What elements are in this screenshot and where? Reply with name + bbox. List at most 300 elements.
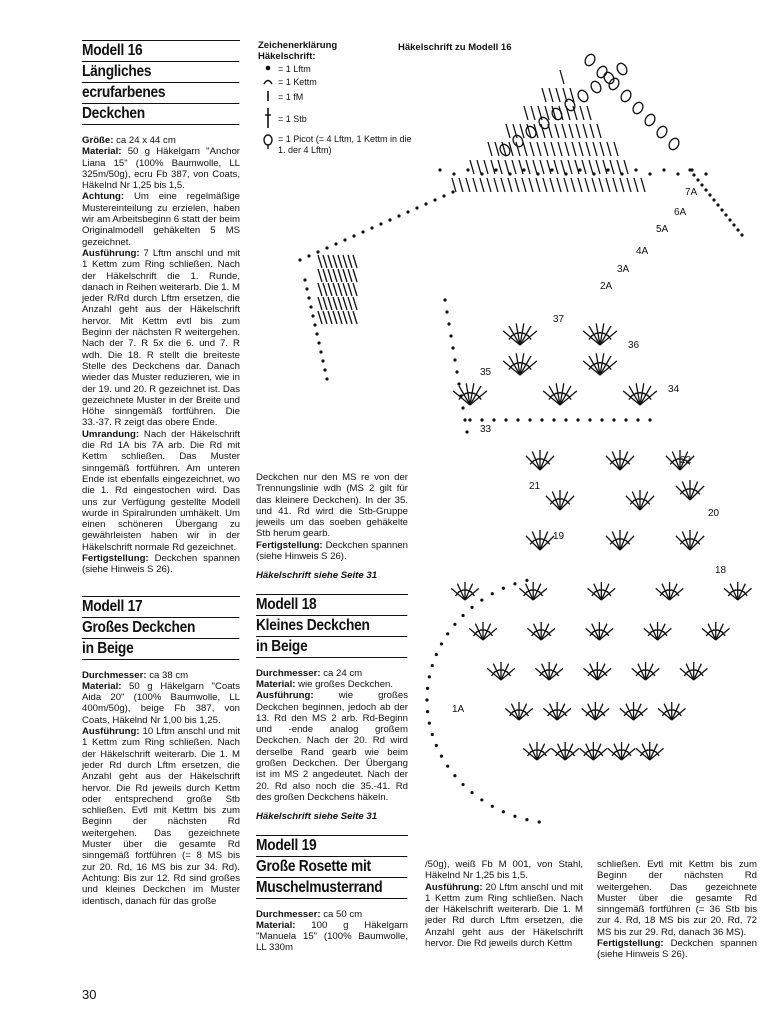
stitch-stroke bbox=[569, 124, 573, 138]
stitch-crossbar bbox=[639, 670, 644, 673]
stitch-crossbar bbox=[607, 591, 611, 596]
fan-stitch bbox=[483, 628, 497, 640]
chain-dot bbox=[592, 172, 595, 175]
chain-dot bbox=[508, 172, 511, 175]
fan-stitch bbox=[560, 386, 571, 405]
stitch-crossbar bbox=[540, 671, 544, 676]
fan-stitch bbox=[537, 744, 545, 760]
chain-dot bbox=[465, 430, 468, 433]
fan-stitch bbox=[451, 588, 465, 600]
stitch-stroke bbox=[323, 311, 327, 324]
fan-stitch bbox=[540, 532, 548, 550]
value: wie großes Deckchen beginnen, jedoch ab der 13. Rd den MS 2 arb. Rd-Beginn und -ende analog großem Deckchen. Nach der 20. Rd wird derselbe Rand gearb wie beim großen Deckchen. Der Übergang ist im MS 2 angedeutet. Nach der 20. Rd also noch die 35.-41. Rd des großen Deckchens häkeln. bbox=[256, 690, 408, 803]
fan-stitch bbox=[620, 532, 628, 550]
fan-stitch bbox=[600, 323, 604, 345]
fan-stitch bbox=[457, 584, 465, 600]
fan-stitch bbox=[601, 588, 615, 600]
stitch-crossbar bbox=[599, 670, 604, 673]
chain-dot bbox=[431, 733, 434, 736]
stitch-crossbar bbox=[549, 395, 553, 400]
page-reference: Häkelschrift siehe Seite 31 bbox=[256, 811, 378, 823]
stitch-crossbar bbox=[530, 750, 535, 753]
label: Fertigstellung: bbox=[597, 938, 664, 950]
stitch-crossbar bbox=[629, 395, 633, 400]
fan-stitch bbox=[640, 391, 657, 405]
value: Nach der Häkelschrift die Rd 1A bis 7A arb. Die Rd mit Kettm schließen. Das Muster sinngemäß fortführen. Am unteren Ende ist ebenfalls eingezeichnet, wo die 1. Rd eingestochen wird. Das uns zur Verfügung gestellte Modell wurde in Spiralrunden umhäkelt. Um einen schöneren Übergang zu gewährleisten haben wir in der Häkelschrift normale Rd gezeichnet. bbox=[82, 428, 240, 553]
stitch-stroke bbox=[530, 142, 534, 156]
stitch-stroke bbox=[516, 142, 520, 156]
label: Durchmesser: bbox=[256, 667, 321, 679]
stitch-stroke bbox=[548, 124, 552, 138]
stitch-crossbar bbox=[567, 395, 571, 400]
stitch-crossbar bbox=[538, 750, 543, 753]
fan-stitch bbox=[588, 588, 602, 600]
chain-dot bbox=[317, 341, 320, 344]
fan-stitch bbox=[634, 704, 642, 720]
fan-stitch bbox=[453, 391, 470, 405]
chain-dot bbox=[491, 805, 494, 808]
stitch-stroke bbox=[545, 106, 549, 120]
column-middle bbox=[256, 472, 408, 954]
stitch-crossbar bbox=[591, 363, 596, 366]
stitch-stroke bbox=[505, 160, 509, 174]
fan-stitch bbox=[583, 361, 600, 375]
chain-dot bbox=[442, 194, 445, 197]
chain-dot bbox=[480, 172, 483, 175]
fan-stitch bbox=[690, 536, 704, 550]
chain-dot bbox=[309, 305, 312, 308]
stitch-crossbar bbox=[546, 460, 550, 464]
stitch-stroke bbox=[338, 311, 342, 324]
stitch-stroke bbox=[575, 160, 579, 174]
chain-dot bbox=[704, 172, 707, 175]
stitch-crossbar bbox=[739, 590, 744, 593]
stitch-stroke bbox=[318, 255, 322, 268]
fan-stitch bbox=[589, 326, 600, 345]
fan-stitch bbox=[738, 584, 746, 600]
fan-stitch bbox=[470, 391, 487, 405]
dot-icon bbox=[258, 64, 278, 75]
value: Deckchen nur den MS re von der Trennungslinie wdh (MS 2 gilt für das kleinere Deckchen). In der 35. und 41. Rd wird die Stb-Gruppe jeweils um das soeben gehäkelte Stb herum gearb. bbox=[256, 472, 408, 540]
stitch-crossbar bbox=[683, 539, 689, 541]
fan-stitch bbox=[516, 353, 520, 375]
stitch-crossbar bbox=[515, 363, 521, 364]
fan-stitch bbox=[620, 456, 634, 470]
stitch-stroke bbox=[343, 297, 347, 310]
label: Ausführung: bbox=[256, 690, 314, 702]
fan-stitch bbox=[586, 628, 600, 640]
fan-stitch bbox=[560, 496, 574, 510]
stitch-crossbar bbox=[643, 750, 648, 753]
fan-stitch bbox=[593, 744, 601, 760]
stitch-stroke bbox=[522, 178, 526, 192]
modell16-body bbox=[82, 135, 240, 576]
stitch-stroke bbox=[614, 142, 618, 156]
picot-mark bbox=[550, 107, 564, 122]
stitch-stroke bbox=[554, 160, 558, 174]
stitch-stroke bbox=[333, 283, 337, 296]
chain-dot bbox=[740, 233, 743, 236]
stitch-crossbar bbox=[597, 710, 602, 713]
value: 20 Lftm anschl und mit 1 Kettm zum Ring schließen. Nach der Häkelschrift weiterarb. Die 1. M jeder Rd durch Lftm ersetzen, die Anzahl geht aus der Häkelschrift hervor. Die Rd jeweils durch Kettm bbox=[425, 881, 583, 950]
fan-stitch bbox=[596, 353, 600, 375]
stitch-crossbar bbox=[721, 631, 725, 636]
stitch-crossbar bbox=[547, 631, 551, 636]
stitch-crossbar bbox=[651, 630, 656, 633]
value: 7 Lftm anschl und mit 1 Kettm zum Ring schließen. Nach der Häkelschrift die 1. Runde, danach in Reihen weiterarb. Die 1. M jeder R/Rd durch Lftm ersetzen, die Anzahl geht aus der Häkelschrift hervor. Mit Kettm evtl bis zum Beginn der nächsten R weitergehen. Nach der 7. R 5x die 6. und 7. R wdh. Die 18. R stellt die breiteste Stelle des Deckchens dar. Danach wieder das Muster reduzieren, wie in der 19. und 20. R gezeichnet ist. Das gezeichnete Muster in der Breite und Höhe sinngemäß fortführen. Die 33.-37. R zeigt das obere Ende. bbox=[82, 247, 240, 429]
stitch-stroke bbox=[578, 178, 582, 192]
stitch-crossbar bbox=[586, 711, 590, 716]
fan-stitch bbox=[466, 383, 470, 405]
chart-row-number: 4A bbox=[636, 246, 649, 257]
fan-stitch bbox=[676, 536, 690, 550]
fan-stitch bbox=[670, 588, 684, 600]
chain-dot bbox=[452, 172, 455, 175]
chain-dot bbox=[311, 314, 314, 317]
label: Fertigstellung: bbox=[256, 539, 323, 551]
stitch-crossbar bbox=[459, 395, 463, 400]
stitch-stroke bbox=[519, 160, 523, 174]
stitch-stroke bbox=[555, 124, 559, 138]
fan-stitch bbox=[509, 356, 520, 375]
fan-stitch bbox=[642, 744, 650, 760]
stitch-stroke bbox=[565, 142, 569, 156]
stitch-crossbar bbox=[655, 751, 659, 756]
chain-dot bbox=[634, 168, 637, 171]
picot-mark bbox=[631, 101, 645, 116]
value: 10 Lftm anschl und mit 1 Kettm zum Ring schließen. Nach der Häkelschrift weiterarb. Die 1. M jeder Rd durch Lftm ersetzen, die Anzahl geht aus der Häkelschrift hervor. Die Rd jeweils durch Kettm oder entsprechend große Stb schließen. Evtl mit Kettm bis zum Beginn der nächsten Rd weitergehen. Das gezeichnete Muster über die gesamte Rd sinngemäß fortführen (= 8 MS bis zur 20. Rd, 16 MS bis zur 34. Rd). Achtung: Bis zur 12. Rd sind großes und kleines Deckchen im Muster identisch, danach für das große bbox=[82, 726, 240, 907]
fan-stitch bbox=[600, 356, 611, 375]
column-right-b bbox=[597, 859, 757, 961]
stitch-crossbar bbox=[699, 671, 703, 676]
picot-icon bbox=[258, 134, 278, 153]
picot-mark bbox=[563, 98, 577, 113]
stitch-stroke bbox=[551, 142, 555, 156]
stitch-crossbar bbox=[595, 750, 600, 753]
fan-stitch bbox=[503, 361, 520, 375]
chart-row-number: 37 bbox=[553, 314, 565, 325]
fan-stitch bbox=[526, 456, 540, 470]
stitch-crossbar bbox=[541, 539, 547, 541]
chain-dot bbox=[440, 642, 443, 645]
chain-dot bbox=[688, 168, 691, 171]
stitch-crossbar bbox=[559, 393, 565, 394]
stitch-crossbar bbox=[680, 540, 684, 544]
stitch-crossbar bbox=[533, 459, 539, 461]
stitch-crossbar bbox=[595, 363, 601, 364]
chain-dot bbox=[449, 334, 452, 337]
chain-dot bbox=[502, 587, 505, 590]
stitch-crossbar bbox=[592, 630, 597, 633]
stitch-stroke bbox=[523, 142, 527, 156]
chain-dot bbox=[504, 418, 507, 421]
stitch-crossbar bbox=[728, 591, 732, 596]
stitch-stroke bbox=[560, 70, 564, 84]
stitch-crossbar bbox=[523, 363, 528, 366]
stitch-crossbar bbox=[502, 670, 507, 673]
stitch-stroke bbox=[338, 269, 342, 282]
chain-dot bbox=[443, 298, 446, 301]
stitch-stroke bbox=[620, 178, 624, 192]
chain-dot bbox=[453, 774, 456, 777]
stitch-stroke bbox=[338, 297, 342, 310]
stitch-crossbar bbox=[670, 460, 674, 464]
stitch-stroke bbox=[515, 178, 519, 192]
label: Material: bbox=[82, 146, 122, 158]
legend-label: = 1 Stb bbox=[278, 114, 307, 124]
title-line: Muschelmusterrand bbox=[256, 878, 408, 899]
value: 100 g Häkelgarn "Manuela 15" (100% Baumwolle, LL 330m bbox=[256, 919, 408, 954]
chain-dot bbox=[424, 202, 427, 205]
legend-item bbox=[258, 90, 418, 105]
stitch-crossbar bbox=[673, 459, 679, 461]
fan-stitch bbox=[519, 704, 527, 720]
stitch-crossbar bbox=[532, 631, 536, 636]
fan-stitch bbox=[636, 383, 640, 405]
stitch-crossbar bbox=[677, 711, 681, 716]
stitch-stroke bbox=[538, 106, 542, 120]
chain-dot bbox=[513, 582, 516, 585]
title-line: ecrufarbenes bbox=[82, 83, 240, 104]
label: Durchmesser: bbox=[82, 669, 147, 681]
fan-stitch bbox=[549, 386, 560, 405]
chain-dot bbox=[502, 810, 505, 813]
stitch-stroke bbox=[558, 142, 562, 156]
diagram-labels bbox=[452, 187, 727, 715]
stitch-crossbar bbox=[623, 750, 628, 753]
stitch-crossbar bbox=[691, 489, 697, 491]
fan-stitch bbox=[612, 452, 620, 470]
stitch-crossbar bbox=[590, 670, 595, 673]
stitch-crossbar bbox=[519, 363, 525, 364]
stitch-stroke bbox=[323, 269, 327, 282]
stitch-crossbar bbox=[591, 333, 596, 336]
fan-stitch bbox=[620, 536, 634, 550]
chain-dot bbox=[426, 710, 429, 713]
fan-stitch bbox=[620, 708, 634, 720]
stitch-crossbar bbox=[523, 333, 528, 336]
stitch-crossbar bbox=[636, 671, 640, 676]
fan-stitch bbox=[656, 588, 670, 600]
stitch-stroke bbox=[607, 142, 611, 156]
fan-stitch bbox=[557, 708, 571, 720]
stitch-stroke bbox=[333, 311, 337, 324]
stitch-stroke bbox=[480, 178, 484, 192]
value: 50 g Häkelgarn "Anchor Liana 15" (100% Baumwolle, LL 325m/50g), ecru Fb 387, von Coats, Häkelnd Nr 1,25 bis 1,5. bbox=[82, 146, 240, 192]
fan-stitch bbox=[549, 668, 563, 680]
stitch-crossbar bbox=[599, 333, 605, 334]
stitch-crossbar bbox=[671, 590, 676, 593]
chart-row-number: 18 bbox=[715, 565, 727, 576]
stitch-stroke bbox=[573, 106, 577, 120]
stitch-crossbar bbox=[610, 460, 614, 464]
stitch-crossbar bbox=[709, 630, 714, 633]
chain-dot bbox=[600, 418, 603, 421]
stitch-crossbar bbox=[566, 500, 570, 504]
fan-stitch bbox=[690, 486, 704, 500]
fan-stitch bbox=[520, 323, 524, 345]
stitch-stroke bbox=[508, 178, 512, 192]
stitch-crossbar bbox=[605, 631, 609, 636]
value: ca 24 x 44 cm bbox=[116, 135, 176, 146]
stitch-stroke bbox=[583, 124, 587, 138]
picot-mark bbox=[589, 80, 603, 95]
stitch-crossbar bbox=[588, 710, 593, 713]
chain-dot bbox=[315, 332, 318, 335]
fan-stitch bbox=[606, 456, 620, 470]
chain-dot bbox=[724, 213, 727, 216]
fan-stitch bbox=[550, 704, 558, 720]
fan-stitch bbox=[716, 624, 724, 640]
fan-stitch bbox=[595, 704, 603, 720]
stitch-crossbar bbox=[509, 365, 513, 370]
value: Deckchen spannen (siehe Hinweis S 26). bbox=[82, 552, 240, 576]
legend bbox=[258, 40, 418, 156]
picot-mark bbox=[511, 134, 525, 149]
fan-stitch bbox=[552, 492, 560, 510]
stitch-crossbar bbox=[647, 395, 651, 400]
stitch-stroke bbox=[562, 124, 566, 138]
fan-stitch bbox=[546, 496, 560, 510]
fan-stitch bbox=[520, 361, 537, 375]
value: Deckchen spannen (siehe Hinweis S 26). bbox=[256, 539, 408, 563]
label: Größe: bbox=[82, 135, 114, 146]
chart-row-number: 21 bbox=[529, 481, 541, 492]
stitch-crossbar bbox=[494, 670, 499, 673]
chain-dot bbox=[325, 246, 328, 249]
fan-stitch bbox=[558, 744, 566, 760]
stitch-crossbar bbox=[695, 670, 700, 673]
fan-stitch bbox=[690, 532, 698, 550]
fan-stitch bbox=[584, 668, 598, 680]
chain-dot bbox=[576, 418, 579, 421]
fan-stitch bbox=[509, 326, 520, 345]
stitch-crossbar bbox=[466, 590, 471, 593]
fan-stitch bbox=[608, 748, 622, 760]
fan-stitch bbox=[597, 668, 611, 680]
stitch-stroke bbox=[540, 160, 544, 174]
chain-dot bbox=[480, 418, 483, 421]
stitch-crossbar bbox=[610, 540, 614, 544]
fan-stitch bbox=[650, 744, 658, 760]
stitch-crossbar bbox=[539, 591, 543, 596]
stitch-stroke bbox=[477, 160, 481, 174]
stitch-stroke bbox=[318, 297, 322, 310]
picot-mark bbox=[619, 89, 633, 104]
stitch-crossbar bbox=[706, 631, 710, 636]
fan-stitch bbox=[600, 326, 611, 345]
chain-dot bbox=[578, 168, 581, 171]
stitch-stroke bbox=[353, 269, 357, 282]
fan-stitch bbox=[640, 496, 654, 510]
chain-dot bbox=[438, 168, 441, 171]
chain-dot bbox=[466, 168, 469, 171]
stitch-stroke bbox=[592, 178, 596, 192]
label: Fertigstellung: bbox=[82, 552, 149, 564]
stitch-crossbar bbox=[473, 393, 478, 396]
picot-mark bbox=[498, 143, 512, 158]
chain-dot bbox=[316, 250, 319, 253]
chain-dot bbox=[480, 798, 483, 801]
stitch-crossbar bbox=[687, 670, 692, 673]
fan-stitch bbox=[658, 708, 672, 720]
chain-dot bbox=[321, 359, 324, 362]
stitch-crossbar bbox=[639, 711, 643, 716]
stitch-crossbar bbox=[526, 590, 531, 593]
stitch-stroke bbox=[537, 142, 541, 156]
chain-dot bbox=[538, 820, 541, 823]
modell19-title bbox=[256, 835, 408, 899]
fan-stitch bbox=[676, 486, 690, 500]
stitch-stroke bbox=[348, 269, 352, 282]
stitch-crossbar bbox=[561, 499, 567, 501]
stitch-crossbar bbox=[592, 591, 596, 596]
stitch-crossbar bbox=[515, 333, 521, 334]
stitch-stroke bbox=[501, 178, 505, 192]
chain-dot bbox=[415, 206, 418, 209]
stitch-stroke bbox=[641, 178, 645, 192]
fan-stitch bbox=[632, 492, 640, 510]
stitch-stroke bbox=[610, 160, 614, 174]
fan-stitch bbox=[593, 748, 607, 760]
chain-dot bbox=[540, 418, 543, 421]
modell17-title bbox=[82, 596, 240, 660]
chain-dot bbox=[461, 406, 464, 409]
stitch-crossbar bbox=[607, 335, 611, 340]
value: 50 g Häkelgarn "Coats Aida 20" (100% Baumwolle, LL 400m/50g), beige Fb 387, von Coats, Häkelnd Nr 1,00 bis 1,25. bbox=[82, 680, 241, 726]
stitch-crossbar bbox=[630, 500, 634, 504]
stitch-crossbar bbox=[527, 335, 531, 340]
stitch-stroke bbox=[570, 88, 574, 102]
chain-dot bbox=[550, 168, 553, 171]
stitch-stroke bbox=[543, 178, 547, 192]
stitch-stroke bbox=[318, 283, 322, 296]
stitch-crossbar bbox=[675, 591, 679, 596]
stitch-crossbar bbox=[546, 540, 550, 544]
fan-stitch bbox=[606, 536, 620, 550]
fan-stitch bbox=[459, 386, 470, 405]
fan-stitch bbox=[533, 584, 541, 600]
chain-dot bbox=[588, 418, 591, 421]
legend-item bbox=[258, 64, 418, 75]
chain-dot bbox=[453, 623, 456, 626]
fan-stitch bbox=[662, 584, 670, 600]
chain-dot bbox=[470, 791, 473, 794]
stitch-stroke bbox=[603, 160, 607, 174]
stitch-crossbar bbox=[555, 671, 559, 676]
stitch-stroke bbox=[502, 142, 506, 156]
fan-stitch bbox=[595, 708, 609, 720]
chain-dot bbox=[426, 687, 429, 690]
fan-stitch bbox=[626, 704, 634, 720]
stitch-stroke bbox=[552, 106, 556, 120]
stitch-crossbar bbox=[465, 393, 471, 394]
fan-stitch bbox=[503, 331, 520, 345]
fan-stitch bbox=[540, 456, 554, 470]
fan-stitch bbox=[620, 452, 628, 470]
stitch-crossbar bbox=[558, 750, 563, 753]
stitch-crossbar bbox=[589, 335, 593, 340]
chain-dot bbox=[455, 370, 458, 373]
chain-dot bbox=[459, 394, 462, 397]
chain-dot bbox=[606, 168, 609, 171]
stitch-stroke bbox=[323, 255, 327, 268]
stitch-stroke bbox=[470, 160, 474, 174]
stitch-crossbar bbox=[469, 393, 475, 394]
fan-stitch bbox=[588, 704, 596, 720]
fan-stitch bbox=[724, 588, 738, 600]
stitch-crossbar bbox=[640, 751, 644, 756]
